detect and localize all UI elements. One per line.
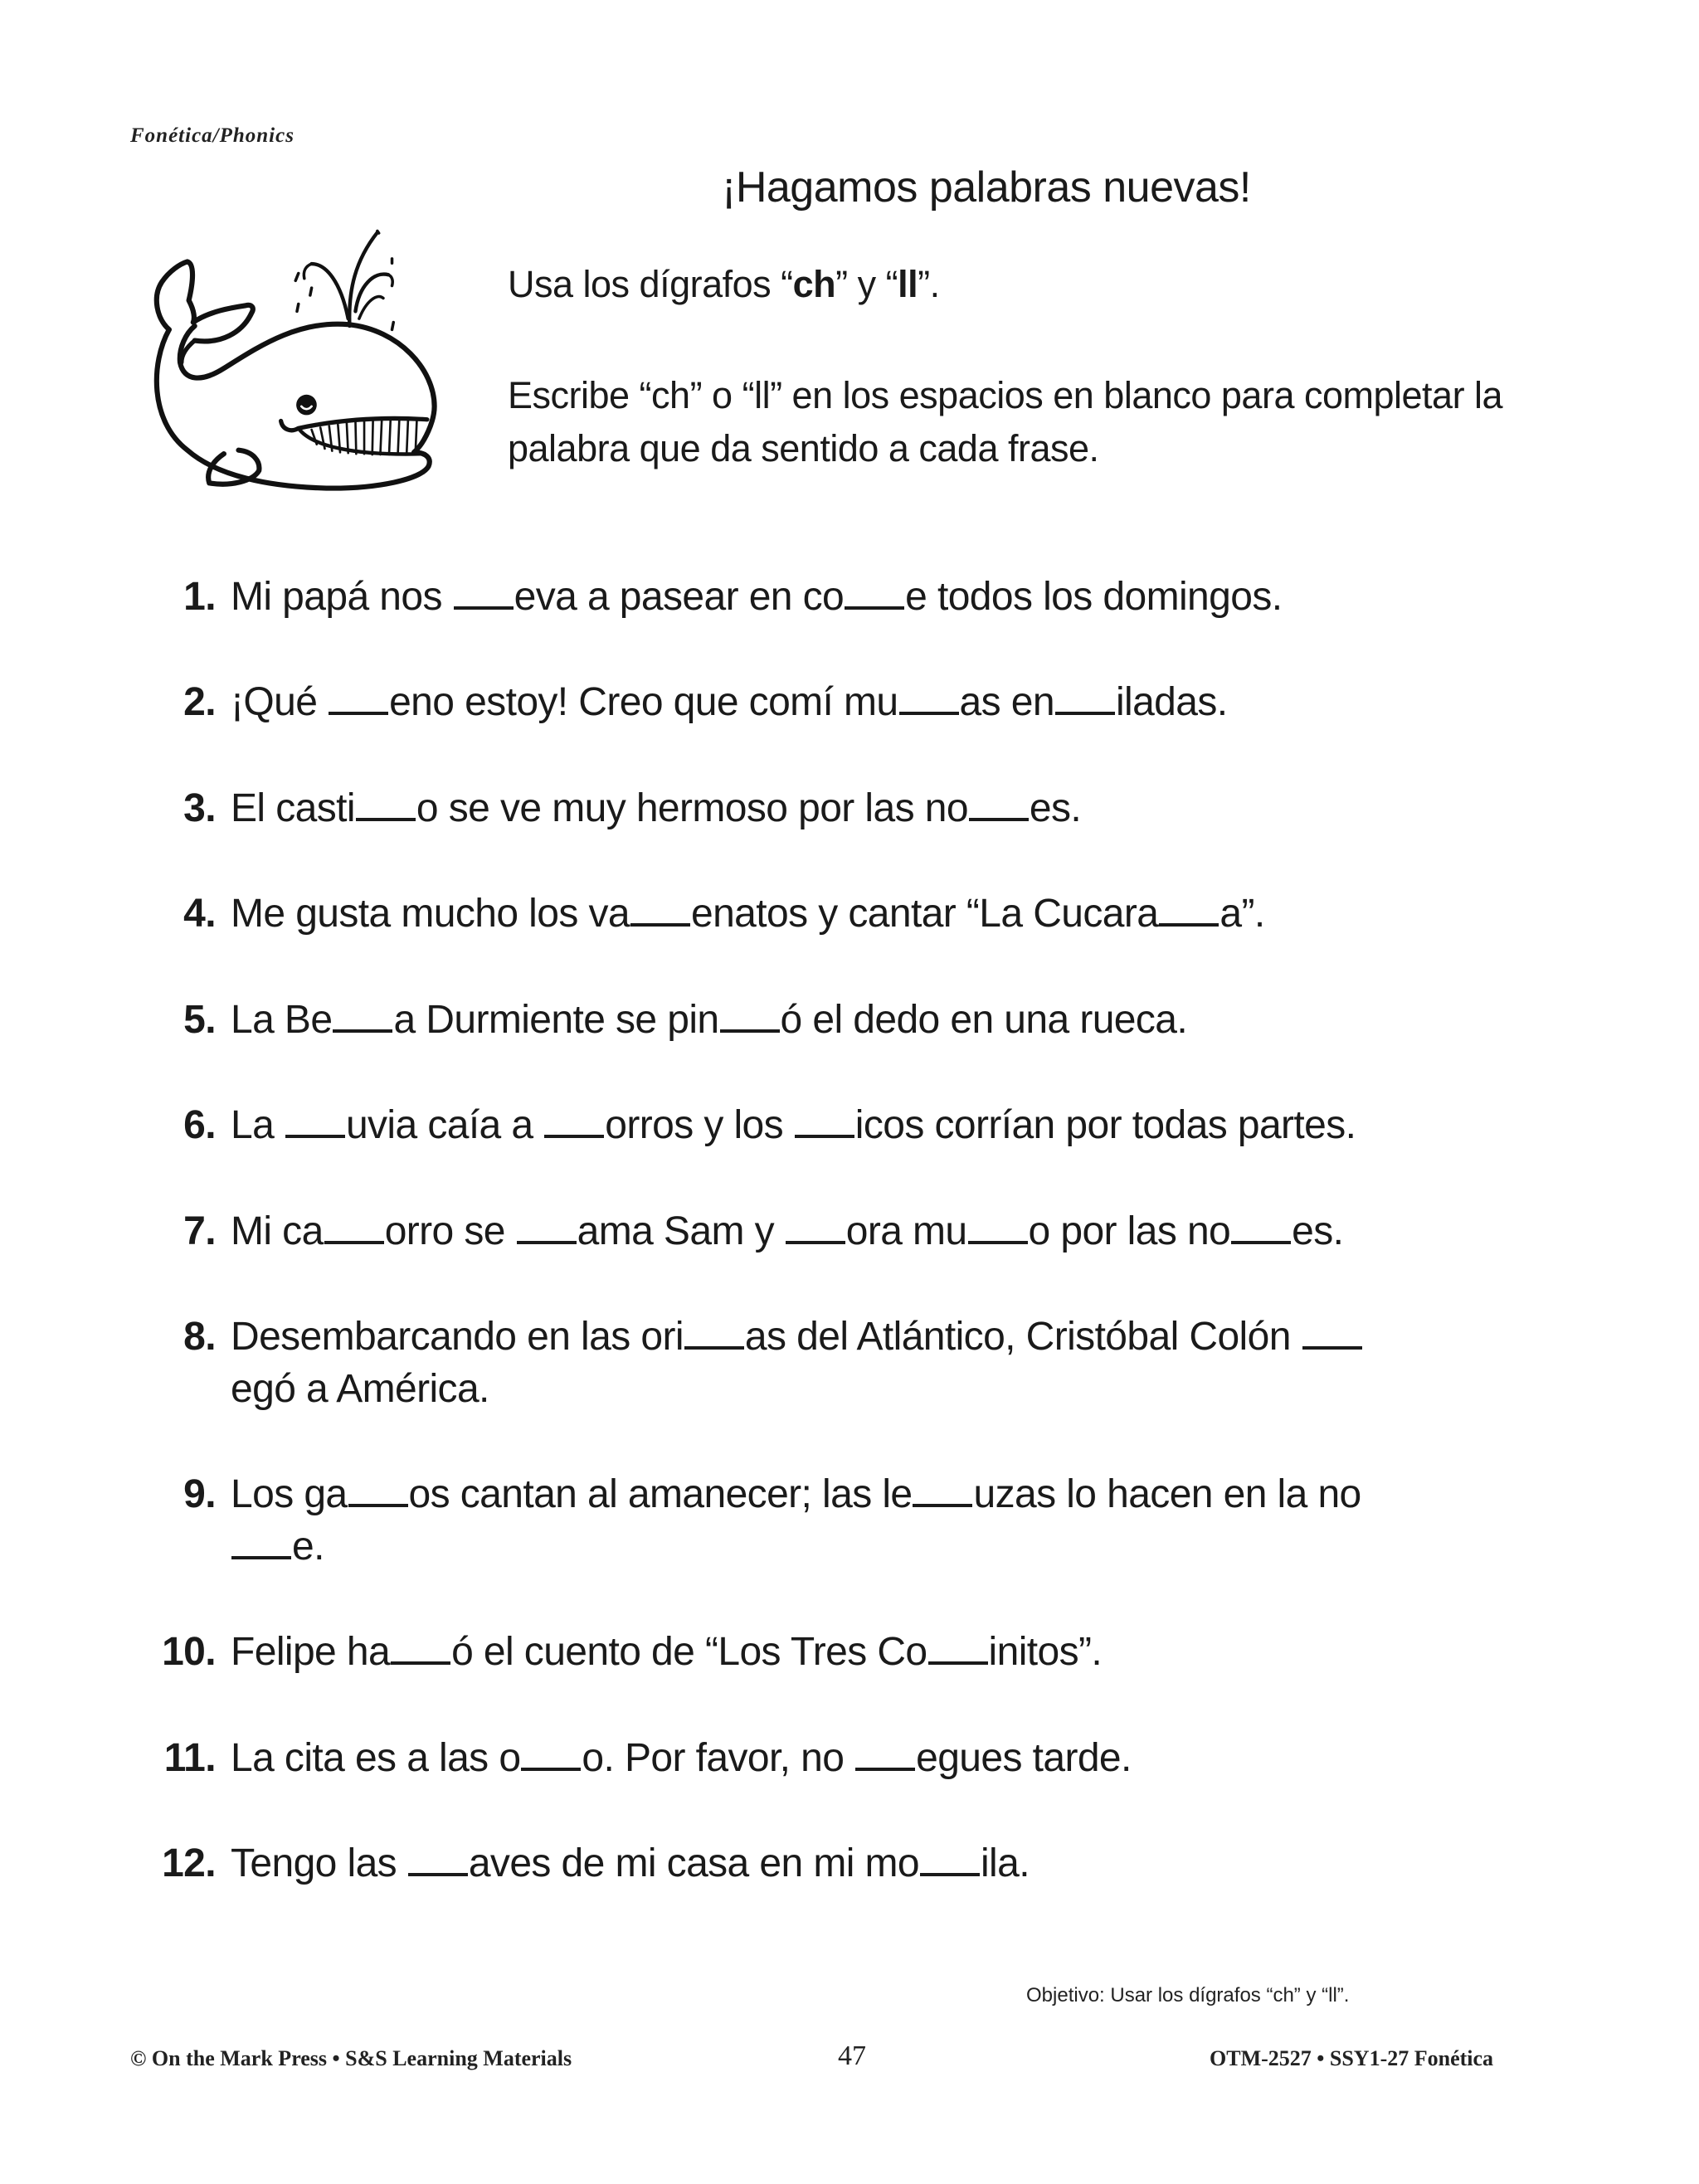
- sentence-text: o se ve muy hermoso por las no: [416, 786, 968, 830]
- footer-product-code: OTM-2527 • SSY1-27 Fonética: [1210, 2046, 1494, 2070]
- sentence-text: Desembarcando en las ori: [231, 1315, 684, 1359]
- sentence-text: os cantan al amanecer; las le: [408, 1472, 913, 1516]
- exercise-number: 12.: [162, 1841, 216, 1885]
- fill-in-blank[interactable]: [795, 1134, 854, 1138]
- sentence-text: orro se: [384, 1209, 516, 1253]
- exercise-sentence: [231, 1837, 1541, 1890]
- fill-in-blank[interactable]: [1159, 922, 1219, 927]
- exercise-sentence: [231, 1626, 1541, 1678]
- sentence-text: ora mu: [845, 1209, 967, 1253]
- sentence-text: orros y los: [605, 1103, 794, 1147]
- sentence-text: as del Atlántico, Cristóbal Colón: [744, 1315, 1302, 1359]
- exercise-number: 2.: [183, 680, 216, 724]
- fill-in-blank[interactable]: [356, 817, 416, 821]
- exercise-sentence: [231, 1311, 1400, 1415]
- sentence-text: es.: [1292, 1209, 1344, 1253]
- fill-in-blank[interactable]: [720, 1029, 780, 1033]
- exercise-number: 5.: [183, 998, 216, 1042]
- exercise-number: 8.: [183, 1315, 216, 1359]
- exercise-sentence: [231, 1099, 1541, 1151]
- exercise-number: 9.: [183, 1472, 216, 1516]
- exercise-number: 1.: [183, 575, 216, 619]
- fill-in-blank[interactable]: [928, 1661, 988, 1665]
- objective-note: Objetivo: Usar los dígrafos “ch” y “ll”.: [1026, 1984, 1350, 2006]
- exercise-sentence: [231, 888, 1541, 940]
- sentence-text: eno estoy! Creo que comí mu: [389, 680, 898, 724]
- fill-in-blank[interactable]: [1231, 1240, 1291, 1244]
- sentence-text: ila.: [980, 1841, 1030, 1885]
- sentence-text: ó el dedo en una rueca.: [780, 998, 1188, 1042]
- sentence-text: icos corrían por todas partes.: [854, 1103, 1356, 1147]
- sentence-text: initos”.: [988, 1630, 1103, 1674]
- fill-in-blank[interactable]: [333, 1029, 392, 1033]
- sentence-text: o por las no: [1028, 1209, 1231, 1253]
- fill-in-blank[interactable]: [521, 1767, 581, 1771]
- fill-in-blank[interactable]: [391, 1661, 450, 1665]
- fill-in-blank[interactable]: [630, 922, 690, 927]
- sentence-text: uzas lo hacen en la no: [973, 1472, 1361, 1516]
- page-number: 47: [838, 2041, 866, 2071]
- fill-in-blank[interactable]: [517, 1240, 577, 1244]
- instruction-text: ”.: [918, 263, 940, 305]
- sentence-text: Tengo las: [231, 1841, 407, 1885]
- sentence-text: Los ga: [231, 1472, 348, 1516]
- fill-in-blank[interactable]: [544, 1134, 604, 1138]
- instruction-text: ” y “: [835, 263, 898, 305]
- instruction-text: Usa los dígrafos “: [508, 263, 793, 305]
- fill-in-blank[interactable]: [913, 1503, 972, 1507]
- fill-in-blank[interactable]: [920, 1872, 980, 1876]
- sentence-text: a”.: [1219, 892, 1265, 936]
- sentence-text: a Durmiente se pin: [393, 998, 719, 1042]
- fill-in-blank[interactable]: [231, 1555, 291, 1559]
- exercise-number: 4.: [183, 892, 216, 936]
- sentence-text: El casti: [231, 786, 355, 830]
- sentence-text: ¡Qué: [231, 680, 329, 724]
- sentence-text: egó a América.: [231, 1367, 489, 1411]
- fill-in-blank[interactable]: [454, 606, 514, 610]
- sentence-text: es.: [1029, 786, 1082, 830]
- exercise-sentence: [231, 994, 1541, 1046]
- page-title: ¡Hagamos palabras nuevas!: [722, 163, 1251, 212]
- sentence-text: e todos los domingos.: [905, 575, 1283, 619]
- sentence-text: Felipe ha: [231, 1630, 391, 1674]
- exercise-number: 3.: [183, 786, 216, 830]
- fill-in-blank[interactable]: [329, 711, 388, 715]
- exercise-sentence: [231, 782, 1541, 834]
- exercise-number: 6.: [183, 1103, 216, 1147]
- fill-in-blank[interactable]: [1055, 711, 1115, 715]
- digraph-ll: ll: [898, 263, 918, 305]
- sentence-text: aves de mi casa en mi mo: [468, 1841, 919, 1885]
- sentence-text: uvia caía a: [345, 1103, 544, 1147]
- sentence-text: egues tarde.: [916, 1736, 1132, 1780]
- fill-in-blank[interactable]: [899, 711, 959, 715]
- whale-icon: [131, 209, 463, 516]
- exercise-number: 11.: [163, 1736, 216, 1780]
- fill-in-blank[interactable]: [348, 1503, 408, 1507]
- sentence-text: as en: [959, 680, 1054, 724]
- fill-in-blank[interactable]: [1302, 1345, 1362, 1350]
- fill-in-blank[interactable]: [324, 1240, 384, 1244]
- fill-in-blank[interactable]: [408, 1872, 468, 1876]
- exercise-number: 7.: [183, 1209, 216, 1253]
- fill-in-blank[interactable]: [969, 817, 1029, 821]
- subject-label: Fonética/Phonics: [130, 124, 295, 147]
- exercise-number: 10.: [162, 1630, 216, 1674]
- sentence-text: enatos y cantar “La Cucara: [690, 892, 1159, 936]
- fill-in-blank[interactable]: [855, 1767, 915, 1771]
- exercise-sentence: [231, 676, 1541, 728]
- sentence-text: ó el cuento de “Los Tres Co: [451, 1630, 927, 1674]
- fill-in-blank[interactable]: [845, 606, 904, 610]
- sentence-text: La cita es a las o: [231, 1736, 521, 1780]
- fill-in-blank[interactable]: [285, 1134, 345, 1138]
- sentence-text: Mi papá nos: [231, 575, 453, 619]
- sentence-text: Mi ca: [231, 1209, 324, 1253]
- fill-in-blank[interactable]: [684, 1345, 744, 1350]
- exercise-sentence: [231, 1732, 1541, 1784]
- sentence-text: iladas.: [1115, 680, 1228, 724]
- digraph-ch: ch: [792, 263, 836, 305]
- sentence-text: o. Por favor, no: [582, 1736, 855, 1780]
- fill-in-blank[interactable]: [968, 1240, 1028, 1244]
- exercise-sentence: [231, 1205, 1541, 1257]
- exercise-sentence: [231, 571, 1541, 623]
- sentence-text: ama Sam y: [577, 1209, 785, 1253]
- sentence-text: La: [231, 1103, 285, 1147]
- instruction-digraphs: [508, 263, 940, 306]
- instruction-fill-blanks: Escribe “ch” o “ll” en los espacios en blanco para completar la palabra que da sentido a cada frase.: [508, 374, 1503, 469]
- footer-publisher: © On the Mark Press • S&S Learning Materials: [130, 2046, 572, 2070]
- sentence-text: eva a pasear en co: [514, 575, 845, 619]
- sentence-text: La Be: [231, 998, 333, 1042]
- sentence-text: e.: [292, 1525, 324, 1569]
- sentence-text: Me gusta mucho los va: [231, 892, 630, 936]
- exercise-sentence: [231, 1468, 1409, 1573]
- fill-in-blank[interactable]: [786, 1240, 845, 1244]
